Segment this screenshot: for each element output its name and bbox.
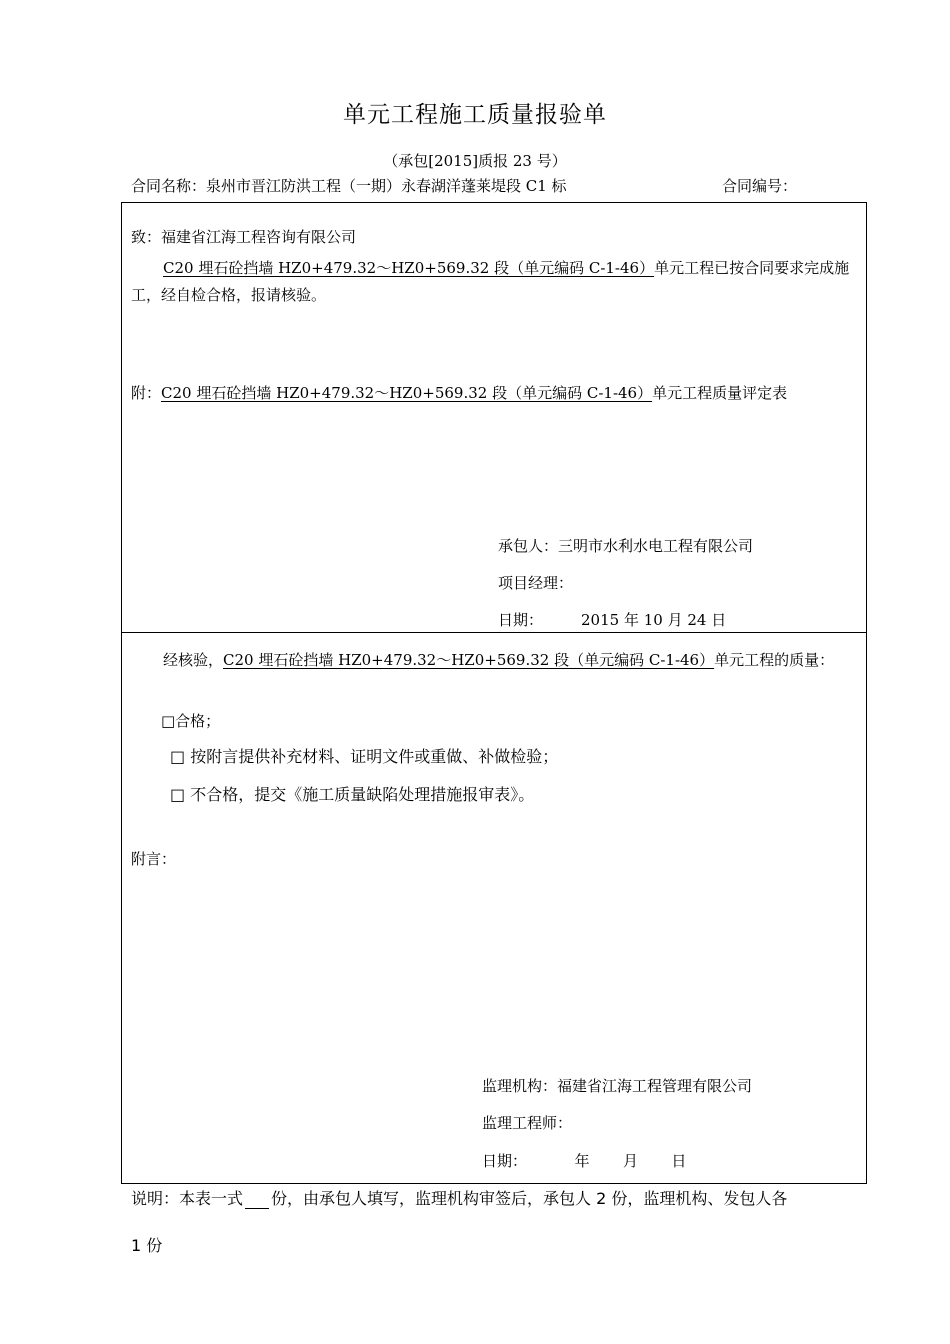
review-intro-suffix: 单元工程的质量： — [714, 651, 835, 669]
project-manager: 项目经理： — [498, 574, 574, 592]
document-number: （承包[2015]质报 23 号） — [383, 152, 567, 170]
footer-note — [131, 1186, 787, 1209]
request-body-line2: 工，经自检合格，报请核验。 — [131, 286, 327, 304]
footer-note-part2: 份，由承包人填写，监理机构审签后，承包人 2 份，监理机构、发包人各 — [271, 1189, 788, 1208]
request-body-rest: 单元工程已按合同要求完成施 — [654, 259, 850, 277]
request-date-value: 2015 年 10 月 24 日 — [581, 611, 727, 629]
supervisor-engineer: 监理工程师： — [482, 1114, 573, 1132]
attachment-item: C20 埋石砼挡墙 HZ0+479.32～HZ0+569.32 段（单元编码 C-1-46） — [161, 384, 653, 402]
option-unqualified[interactable]: □ 不合格，提交《施工质量缺陷处理措施报审表》。 — [170, 785, 535, 804]
form-box — [121, 202, 867, 1184]
addressee: 致：福建省江海工程咨询有限公司 — [131, 228, 357, 246]
request-body — [163, 257, 849, 278]
review-item: C20 埋石砼挡墙 HZ0+479.32～HZ0+569.32 段（单元编码 C-1-46） — [223, 651, 715, 669]
form-title: 单元工程施工质量报验单 — [343, 102, 607, 128]
remarks-label: 附言： — [131, 850, 177, 868]
attachment-label: 附： — [131, 384, 162, 402]
contract-number-label: 合同编号： — [722, 177, 798, 195]
footer-note-line2: 1 份 — [131, 1236, 163, 1255]
request-date-label: 日期： — [498, 611, 544, 629]
copies-blank — [245, 1192, 269, 1209]
review-date-line: 日期： 年 月 日 — [482, 1152, 687, 1170]
review-intro — [163, 649, 834, 670]
attachment-line — [131, 382, 787, 403]
option-supplement[interactable]: □ 按附言提供补充材料、证明文件或重做、补做检验； — [170, 747, 559, 766]
section-divider — [121, 632, 867, 633]
option-qualified[interactable]: □合格； — [161, 712, 221, 730]
supervisor-org: 监理机构：福建省江海工程管理有限公司 — [482, 1077, 753, 1095]
contractor: 承包人：三明市水利水电工程有限公司 — [498, 537, 754, 555]
unit-work-item: C20 埋石砼挡墙 HZ0+479.32～HZ0+569.32 段（单元编码 C-1-46） — [163, 259, 655, 277]
footer-note-part1: 说明：本表一式 — [131, 1189, 244, 1208]
review-intro-prefix: 经核验， — [163, 651, 224, 669]
contract-name: 合同名称：泉州市晋江防洪工程（一期）永春湖洋蓬莱堤段 C1 标 — [131, 177, 567, 195]
attachment-rest: 单元工程质量评定表 — [652, 384, 788, 402]
